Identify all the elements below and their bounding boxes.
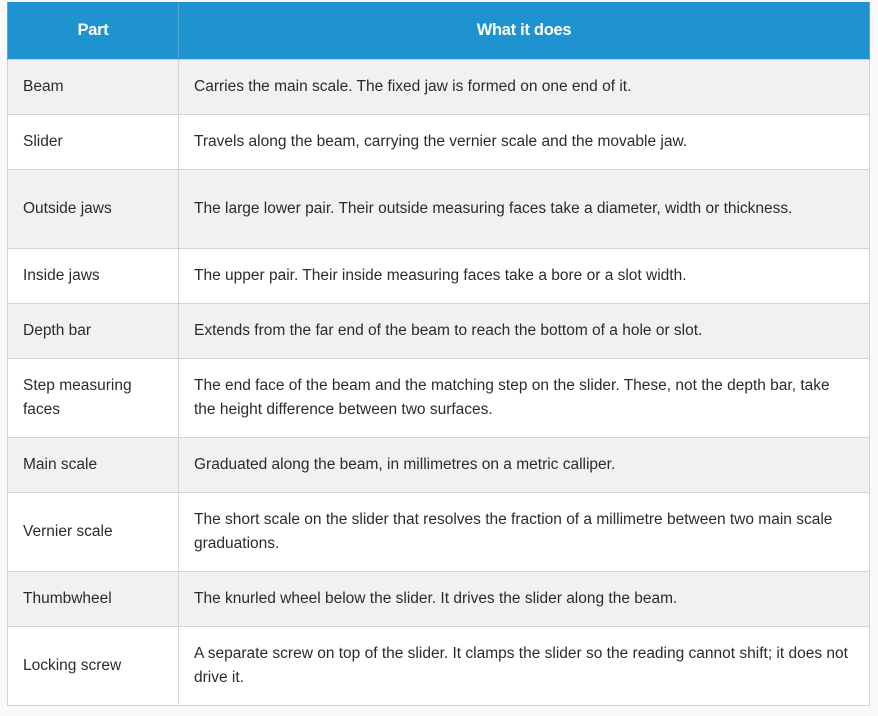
table-row [8,60,870,115]
table-row [8,627,870,706]
table-row [8,438,870,493]
description-cell: The upper pair. Their inside measuring faces take a bore or a slot width. [179,249,870,304]
description-cell: Extends from the far end of the beam to reach the bottom of a hole or slot. [179,304,870,359]
description-cell: The short scale on the slider that resolves the fraction of a millimetre between two main scale graduations. [179,493,870,572]
part-cell: Main scale [8,438,179,493]
part-cell: Inside jaws [8,249,179,304]
description-cell: A separate screw on top of the slider. It clamps the slider so the reading cannot shift; it does not drive it. [179,627,870,706]
part-cell: Vernier scale [8,493,179,572]
table-header [8,2,870,60]
header-what-it-does: What it does [179,2,870,60]
part-cell: Locking screw [8,627,179,706]
description-cell: Travels along the beam, carrying the vernier scale and the movable jaw. [179,115,870,170]
table-row [8,304,870,359]
table-row [8,493,870,572]
description-cell: Graduated along the beam, in millimetres on a metric calliper. [179,438,870,493]
part-cell: Thumbwheel [8,572,179,627]
parts-table-container [7,2,869,706]
header-part: Part [8,2,179,60]
table-body [8,60,870,706]
table-row [8,170,870,249]
table-row [8,249,870,304]
description-cell: The end face of the beam and the matching step on the slider. These, not the depth bar, take the height difference between two surfaces. [179,359,870,438]
part-cell: Outside jaws [8,170,179,249]
part-cell: Beam [8,60,179,115]
description-cell: Carries the main scale. The fixed jaw is formed on one end of it. [179,60,870,115]
parts-table [7,2,870,706]
part-cell: Depth bar [8,304,179,359]
description-cell: The knurled wheel below the slider. It drives the slider along the beam. [179,572,870,627]
table-row [8,115,870,170]
table-row [8,359,870,438]
table-row [8,572,870,627]
part-cell: Slider [8,115,179,170]
header-row [8,2,870,60]
part-cell: Step measuring faces [8,359,179,438]
description-cell: The large lower pair. Their outside measuring faces take a diameter, width or thickness. [179,170,870,249]
